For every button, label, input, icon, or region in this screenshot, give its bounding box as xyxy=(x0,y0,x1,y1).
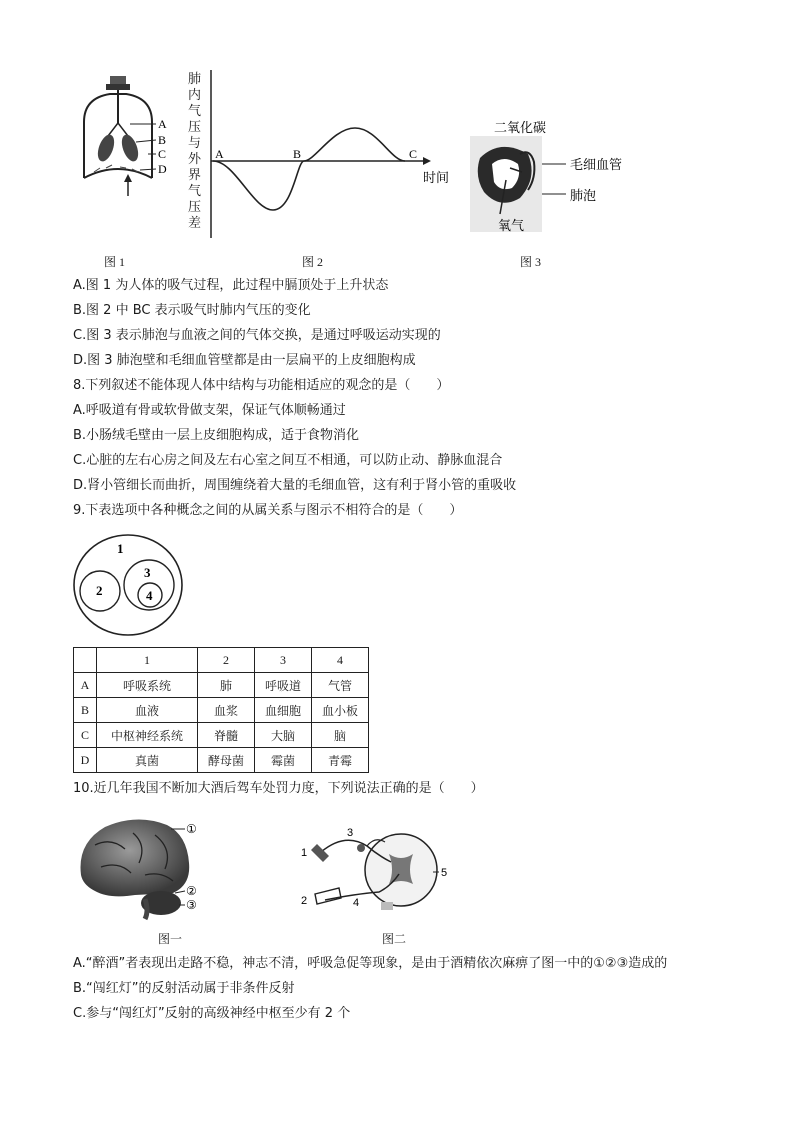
q10-caption-1: 图一 xyxy=(158,932,183,946)
table-cell: D xyxy=(74,748,97,773)
q8-stem: 8.下列叙述不能体现人体中结构与功能相适应的观念的是（ ） xyxy=(73,378,450,393)
table-header-cell: 4 xyxy=(312,648,369,673)
q9-concept-table xyxy=(73,647,369,773)
fig1-label-a: A xyxy=(158,117,167,131)
table-row xyxy=(74,673,369,698)
brain-label-2: ② xyxy=(186,884,197,898)
fig2-caption: 图 2 xyxy=(302,255,324,269)
table-cell: 脊髓 xyxy=(198,723,255,748)
fig2-ylabel: 肺内气压与外界气压差 xyxy=(188,72,202,231)
fig2-point-b: B xyxy=(293,147,302,161)
fig3-co2-label: 二氧化碳 xyxy=(494,121,547,136)
q8-option-d: D.肾小管细长而曲折，周围缠绕着大量的毛细血管，这有利于肾小管的重吸收 xyxy=(73,478,517,493)
table-cell: 中枢神经系统 xyxy=(97,723,198,748)
q8-option-a: A.呼吸道有骨或软骨做支架，保证气体顺畅通过 xyxy=(73,403,346,418)
q7-option-d: D.图 3 肺泡壁和毛细血管壁都是由一层扁平的上皮细胞构成 xyxy=(73,353,416,368)
q10-option-b: B.“闯红灯”的反射活动属于非条件反射 xyxy=(73,981,295,996)
table-cell: 霉菌 xyxy=(255,748,312,773)
table-cell: 脑 xyxy=(312,723,369,748)
q10-caption-2: 图二 xyxy=(382,932,407,946)
fig3-capillary-label: 毛细血管 xyxy=(570,158,623,173)
table-cell: 血液 xyxy=(97,698,198,723)
q10-figure-2-reflex-arc xyxy=(295,822,465,922)
fig3-o2-label: 氧气 xyxy=(498,219,525,234)
figure-2-pressure-curve xyxy=(205,70,465,240)
q7-option-b: B.图 2 中 BC 表示吸气时肺内气压的变化 xyxy=(73,303,311,318)
table-cell: 气管 xyxy=(312,673,369,698)
brain-label-1: ① xyxy=(186,822,197,836)
circle-label-3: 3 xyxy=(144,565,151,580)
table-cell: 血浆 xyxy=(198,698,255,723)
q7-option-c: C.图 3 表示肺泡与血液之间的气体交换，是通过呼吸运动实现的 xyxy=(73,328,441,343)
table-cell: 血小板 xyxy=(312,698,369,723)
table-cell: 肺 xyxy=(198,673,255,698)
reflex-label-1: 1 xyxy=(301,847,308,859)
table-cell: 酵母菌 xyxy=(198,748,255,773)
figure-3-alveolus xyxy=(470,118,650,240)
figure-1-bell-jar-model xyxy=(70,68,180,208)
table-header-cell: 1 xyxy=(97,648,198,673)
table-cell: 大脑 xyxy=(255,723,312,748)
q8-option-c: C.心脏的左右心房之间及左右心室之间互不相通，可以防止动、静脉血混合 xyxy=(73,453,503,468)
fig1-label-d: D xyxy=(158,162,167,176)
table-header-row xyxy=(74,648,369,673)
table-cell: 血细胞 xyxy=(255,698,312,723)
q7-option-a: A.图 1 为人体的吸气过程，此过程中膈顶处于上升状态 xyxy=(73,278,389,293)
table-cell: 呼吸系统 xyxy=(97,673,198,698)
fig2-xlabel: 时间 xyxy=(423,171,450,186)
table-row xyxy=(74,723,369,748)
circle-label-1: 1 xyxy=(117,541,124,556)
brain-label-3: ③ xyxy=(186,898,197,912)
reflex-label-4: 4 xyxy=(353,897,360,909)
table-cell: B xyxy=(74,698,97,723)
fig3-caption: 图 3 xyxy=(520,255,542,269)
fig2-point-a: A xyxy=(215,147,224,161)
table-cell: 青霉 xyxy=(312,748,369,773)
table-cell: 真菌 xyxy=(97,748,198,773)
circle-label-4: 4 xyxy=(146,588,153,603)
circle-label-2: 2 xyxy=(96,583,103,598)
reflex-label-5: 5 xyxy=(441,867,448,879)
reflex-label-2: 2 xyxy=(301,895,308,907)
reflex-label-3: 3 xyxy=(347,827,354,839)
q10-option-c: C.参与“闯红灯”反射的高级神经中枢至少有 2 个 xyxy=(73,1006,351,1021)
q9-stem: 9.下表选项中各种概念之间的从属关系与图示不相符合的是（ ） xyxy=(73,503,463,518)
table-cell: 呼吸道 xyxy=(255,673,312,698)
q10-figure-1-brain xyxy=(75,815,215,923)
q10-stem: 10.近几年我国不断加大酒后驾车处罚力度，下列说法正确的是（ ） xyxy=(73,781,484,796)
fig1-label-b: B xyxy=(158,133,167,147)
table-header-cell xyxy=(74,648,97,673)
fig1-caption: 图 1 xyxy=(104,255,126,269)
table-header-cell: 2 xyxy=(198,648,255,673)
table-row xyxy=(74,748,369,773)
q10-option-a: A.“醉酒”者表现出走路不稳，神志不清，呼吸急促等现象，是由于酒精依次麻痹了图一中的①②③造成的 xyxy=(73,956,668,971)
q9-concept-circles xyxy=(72,533,184,637)
fig1-label-c: C xyxy=(158,147,167,161)
fig2-point-c: C xyxy=(409,147,418,161)
fig3-alveolus-label: 肺泡 xyxy=(570,189,597,204)
table-header-cell: 3 xyxy=(255,648,312,673)
table-row xyxy=(74,698,369,723)
q8-option-b: B.小肠绒毛壁由一层上皮细胞构成，适于食物消化 xyxy=(73,428,360,443)
table-cell: C xyxy=(74,723,97,748)
table-cell: A xyxy=(74,673,97,698)
